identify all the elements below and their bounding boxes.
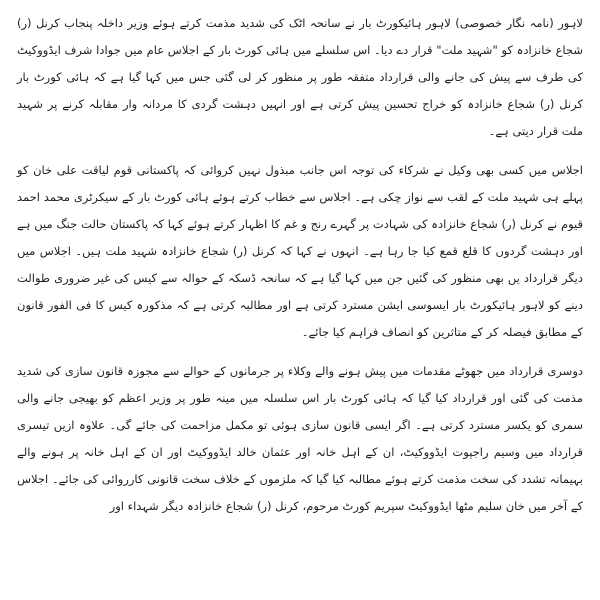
article-paragraph-2: اجلاس میں کسی بھی وکیل نے شرکاء کی توجہ اس جانب مبذول نہیں کروائی کہ پاکستانی قوم لیاقت علی خان کو پہلے ہی شہید ملت کے لقب سے نواز چکی ہے۔ اجلاس سے خطاب کرتے ہوئے ہائی کورٹ بار کے سیکرٹری محمد احمد قیوم نے کرنل (ر) شجاع خانزادہ کی شہادت پر گہرے رنج و غم کا اظہار کرتے ہوئے کہا کہ پاکستان حالت جنگ میں ہے اور دہشت گردوں کا قلع قمع کیا جا رہا ہے۔ انہوں نے کہا کہ کرنل (ر) شجاع خانزادہ شہید ملت ہیں۔ اجلاس میں دیگر قرارداد یں بھی منظور کی گئیں جن میں کہا گیا ہے کہ سانحہ ڈسکہ کے حوالہ سے کیس کی غیر ضروری طوالت دینے کو لاہور ہائیکورٹ بار ایسوسی ایشن مسترد کرتی ہے اور مطالبہ کرتی ہے کہ مذکورہ کیس کا فی الفور قانون کے مطابق فیصلہ کر کے متاثرین کو انصاف فراہم کیا جائے۔ bbox=[17, 163, 583, 339]
article-body bbox=[17, 10, 583, 520]
article-paragraph-3: دوسری قرارداد میں جھوٹے مقدمات میں پیش ہونے والے وکلاء پر جرمانوں کے حوالے سے مجوزہ قانون سازی کی شدید مذمت کی گئی اور قرارداد کیا گیا کہ ہائی کورٹ بار اس سلسلہ میں مینہ طور پر وزیر اعظم کو بھیجی جانے والی سمری کو یکسر مسترد کرتی ہے۔ اگر ایسی قانون سازی ہوئی تو مکمل مزاحمت کی جائے گی۔ علاوہ ازیں تیسری قرارداد میں وسیم راجپوت ایڈووکیٹ، ان کے اہل خانہ اور عثمان خالد ایڈووکیٹ اور ان کے اہل خانہ پر ہونے والے بہیمانہ تشدد کی سخت مذمت کرتے ہوئے مطالبہ کیا گیا کہ ملزموں کے خلاف سخت قانونی کارروائی کی جائے۔ اجلاس کے آخر میں خان سلیم مٹھا ایڈووکیٹ سپریم کورٹ مرحوم، کرنل (ر) شجاع خانزادہ دیگر شہداء اور bbox=[17, 364, 583, 513]
article-paragraph-1: لاہور (نامہ نگار خصوصی) لاہور ہائیکورٹ بار نے سانحہ اٹک کی شدید مذمت کرتے ہوئے وزیر داخلہ پنجاب کرنل (ر) شجاع خانزادہ کو "شہید ملت" قرار دے دیا۔ اس سلسلے میں ہائی کورٹ بار کے اجلاس عام میں جوادا شرف ایڈووکیٹ کی طرف سے پیش کی جانے والی قرارداد متفقہ طور پر منظور کر لی گئی جس میں کہا گیا ہے کہ ہائی کورٹ بار کرنل (ر) شجاع خانزادہ کو خراج تحسین پیش کرتی ہے اور انہیں دہشت گردی کا مردانہ وار مقابلہ کرنے پر شہید ملت قرار دیتی ہے۔ bbox=[17, 16, 583, 138]
